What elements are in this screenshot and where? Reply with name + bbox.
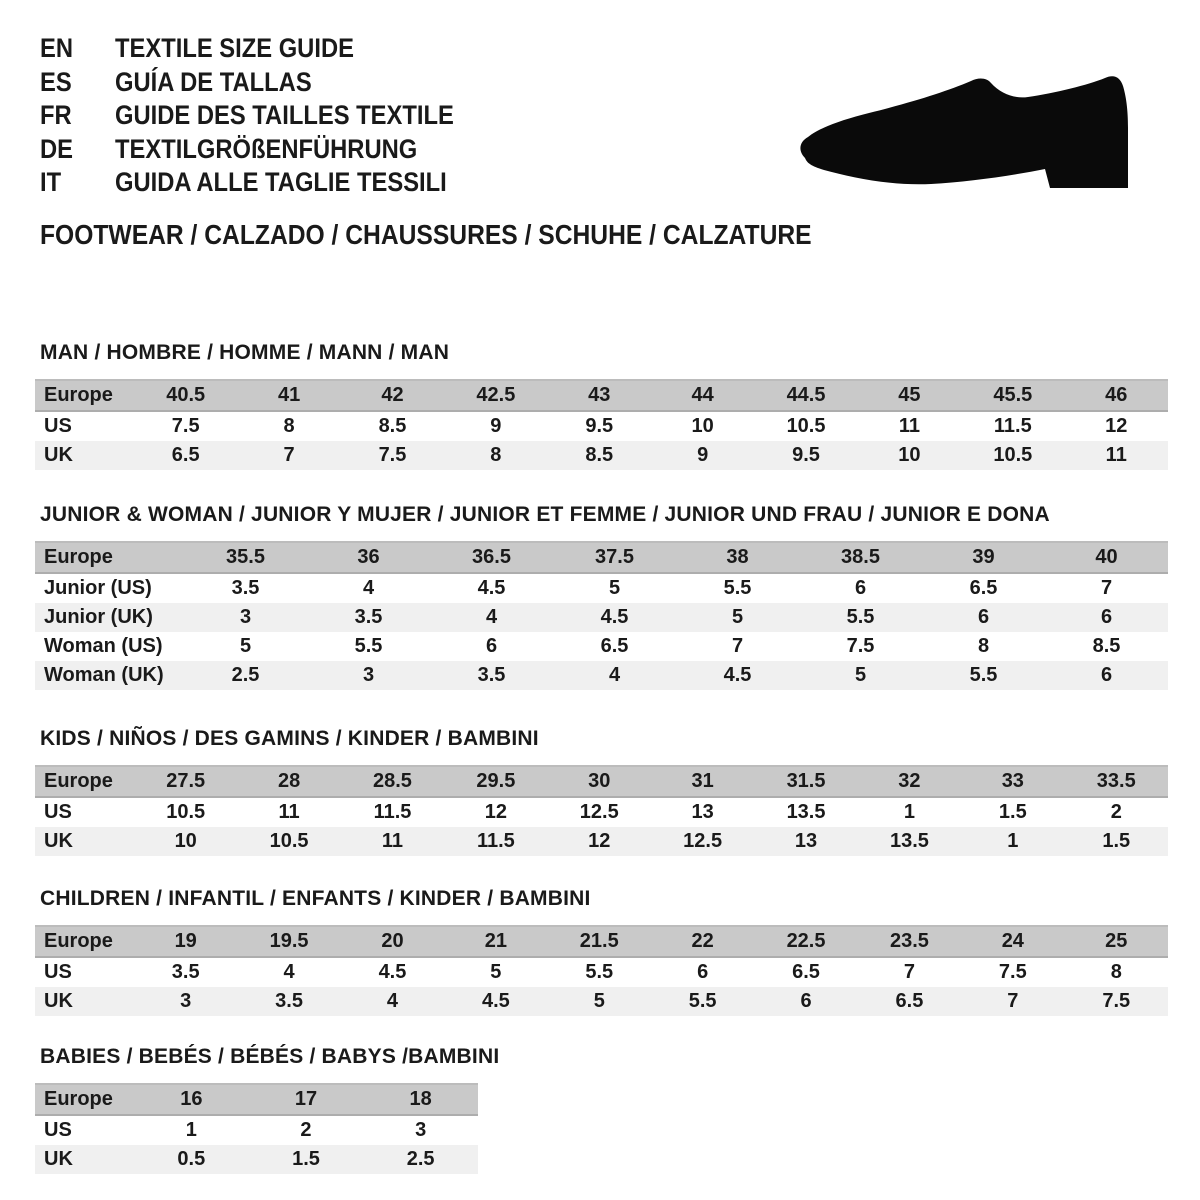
- language-title: GUÍA DE TALLAS: [115, 66, 312, 97]
- size-cell: 3.5: [237, 987, 340, 1016]
- table-row: [35, 1084, 478, 1115]
- size-cell: 5.5: [651, 987, 754, 1016]
- size-cell: 9.5: [754, 441, 857, 470]
- size-cell: 38: [676, 542, 799, 573]
- size-cell: 10: [651, 411, 754, 441]
- size-cell: 12.5: [548, 797, 651, 827]
- language-row-fr: [40, 99, 500, 133]
- language-title: TEXTILE SIZE GUIDE: [115, 33, 354, 63]
- language-code: DE: [40, 133, 74, 164]
- size-cell: 29.5: [444, 766, 547, 797]
- language-row-it: [40, 166, 500, 200]
- language-code: IT: [40, 167, 62, 197]
- size-cell: 10.5: [237, 827, 340, 856]
- size-cell: 8.5: [1045, 632, 1168, 661]
- table-row: [35, 411, 1168, 441]
- size-cell: 9: [444, 411, 547, 441]
- size-cell: 22.5: [754, 926, 857, 957]
- row-label: UK: [35, 441, 134, 470]
- size-cell: 5.5: [676, 573, 799, 603]
- size-cell: 4.5: [341, 957, 444, 987]
- size-cell: 3.5: [307, 603, 430, 632]
- size-cell: 6.5: [922, 573, 1045, 603]
- row-label: US: [35, 1115, 134, 1145]
- size-cell: 5: [553, 573, 676, 603]
- size-cell: 0.5: [134, 1145, 249, 1174]
- size-cell: 46: [1065, 380, 1168, 411]
- size-cell: 40.5: [134, 380, 237, 411]
- section-man: [35, 341, 1168, 470]
- table-row: [35, 573, 1168, 603]
- size-cell: 32: [858, 766, 961, 797]
- size-cell: 6: [1045, 661, 1168, 690]
- section-title-children: CHILDREN / INFANTIL / ENFANTS / KINDER / BAMBINI: [40, 887, 591, 910]
- size-cell: 11: [237, 797, 340, 827]
- language-title: GUIDA ALLE TAGLIE TESSILI: [115, 167, 447, 197]
- language-row-en: [40, 32, 500, 66]
- section-title-babies: BABIES / BEBÉS / BÉBÉS / BABYS /BAMBINI: [40, 1045, 500, 1068]
- section-title-man: MAN / HOMBRE / HOMME / MANN / MAN: [40, 341, 450, 364]
- size-cell: 28: [237, 766, 340, 797]
- language-code: FR: [40, 100, 72, 130]
- size-cell: 43: [548, 380, 651, 411]
- table-row: [35, 1145, 478, 1174]
- size-cell: 6.5: [134, 441, 237, 470]
- size-cell: 31: [651, 766, 754, 797]
- size-cell: 11: [858, 411, 961, 441]
- size-cell: 42.5: [444, 380, 547, 411]
- size-cell: 5.5: [799, 603, 922, 632]
- size-cell: 12: [548, 827, 651, 856]
- size-cell: 6: [1045, 603, 1168, 632]
- size-cell: 5.5: [548, 957, 651, 987]
- table-row: [35, 603, 1168, 632]
- size-cell: 7.5: [961, 957, 1064, 987]
- size-cell: 1.5: [961, 797, 1064, 827]
- size-cell: 31.5: [754, 766, 857, 797]
- size-cell: 6: [922, 603, 1045, 632]
- section-babies: [35, 1045, 499, 1174]
- size-cell: 3: [307, 661, 430, 690]
- size-cell: 41: [237, 380, 340, 411]
- table-row: [35, 542, 1168, 573]
- row-label: Woman (US): [35, 632, 184, 661]
- shoe-silhouette-icon: [795, 48, 1145, 198]
- size-cell: 8: [444, 441, 547, 470]
- language-row-de: [40, 133, 500, 167]
- size-cell: 4: [341, 987, 444, 1016]
- size-cell: 1: [134, 1115, 249, 1145]
- size-cell: 7: [237, 441, 340, 470]
- size-cell: 10.5: [134, 797, 237, 827]
- table-row: [35, 380, 1168, 411]
- row-label: UK: [35, 987, 134, 1016]
- size-cell: 33: [961, 766, 1064, 797]
- size-cell: 8: [237, 411, 340, 441]
- row-label: Europe: [35, 926, 134, 957]
- size-cell: 3.5: [430, 661, 553, 690]
- size-cell: 7: [858, 957, 961, 987]
- section-kids: [35, 727, 1168, 856]
- row-label: UK: [35, 827, 134, 856]
- table-row: [35, 766, 1168, 797]
- size-cell: 3: [134, 987, 237, 1016]
- language-row-es: [40, 66, 500, 100]
- category-heading: FOOTWEAR / CALZADO / CHAUSSURES / SCHUHE / CALZATURE: [40, 219, 812, 250]
- size-cell: 3.5: [134, 957, 237, 987]
- size-cell: 3.5: [184, 573, 307, 603]
- size-cell: 10: [858, 441, 961, 470]
- size-cell: 8: [1065, 957, 1168, 987]
- size-cell: 5.5: [307, 632, 430, 661]
- size-cell: 19: [134, 926, 237, 957]
- table-row: [35, 987, 1168, 1016]
- size-cell: 8: [922, 632, 1045, 661]
- size-cell: 3: [184, 603, 307, 632]
- size-cell: 36.5: [430, 542, 553, 573]
- section-title-kids: KIDS / NIÑOS / DES GAMINS / KINDER / BAMBINI: [40, 727, 539, 750]
- size-cell: 28.5: [341, 766, 444, 797]
- size-cell: 10.5: [754, 411, 857, 441]
- size-cell: 11.5: [444, 827, 547, 856]
- size-cell: 5: [676, 603, 799, 632]
- size-cell: 4.5: [553, 603, 676, 632]
- size-cell: 44: [651, 380, 754, 411]
- size-cell: 19.5: [237, 926, 340, 957]
- size-cell: 13: [651, 797, 754, 827]
- size-cell: 1: [858, 797, 961, 827]
- size-cell: 7.5: [341, 441, 444, 470]
- size-cell: 2.5: [363, 1145, 478, 1174]
- size-cell: 6.5: [858, 987, 961, 1016]
- size-cell: 5: [799, 661, 922, 690]
- size-cell: 4.5: [430, 573, 553, 603]
- size-cell: 6: [651, 957, 754, 987]
- size-cell: 33.5: [1065, 766, 1168, 797]
- size-cell: 11: [341, 827, 444, 856]
- size-cell: 12.5: [651, 827, 754, 856]
- size-cell: 12: [444, 797, 547, 827]
- row-label: US: [35, 797, 134, 827]
- size-cell: 4: [307, 573, 430, 603]
- size-cell: 13.5: [754, 797, 857, 827]
- size-cell: 3: [363, 1115, 478, 1145]
- size-cell: 18: [363, 1084, 478, 1115]
- size-cell: 13: [754, 827, 857, 856]
- size-cell: 2: [249, 1115, 364, 1145]
- size-cell: 24: [961, 926, 1064, 957]
- row-label: Europe: [35, 542, 184, 573]
- size-cell: 44.5: [754, 380, 857, 411]
- row-label: Woman (UK): [35, 661, 184, 690]
- language-title-block: [40, 32, 500, 200]
- size-cell: 36: [307, 542, 430, 573]
- size-cell: 9: [651, 441, 754, 470]
- row-label: Europe: [35, 766, 134, 797]
- children-size-table: [35, 925, 1168, 1016]
- size-cell: 39: [922, 542, 1045, 573]
- table-row: [35, 661, 1168, 690]
- language-title: TEXTILGRÖßENFÜHRUNG: [115, 133, 418, 164]
- section-children: [35, 887, 1168, 1016]
- size-cell: 23.5: [858, 926, 961, 957]
- table-row: [35, 441, 1168, 470]
- size-cell: 9.5: [548, 411, 651, 441]
- section-title-junior-woman: JUNIOR & WOMAN / JUNIOR Y MUJER / JUNIOR ET FEMME / JUNIOR UND FRAU / JUNIOR E DONA: [40, 503, 1050, 526]
- size-cell: 7: [961, 987, 1064, 1016]
- size-cell: 37.5: [553, 542, 676, 573]
- row-label: US: [35, 411, 134, 441]
- size-cell: 4: [237, 957, 340, 987]
- size-cell: 11.5: [961, 411, 1064, 441]
- size-cell: 5: [184, 632, 307, 661]
- size-cell: 5: [444, 957, 547, 987]
- size-cell: 17: [249, 1084, 364, 1115]
- row-label: Europe: [35, 380, 134, 411]
- size-cell: 13.5: [858, 827, 961, 856]
- size-cell: 35.5: [184, 542, 307, 573]
- size-cell: 6.5: [553, 632, 676, 661]
- language-code: ES: [40, 66, 72, 97]
- size-cell: 22: [651, 926, 754, 957]
- size-cell: 16: [134, 1084, 249, 1115]
- size-cell: 7: [1045, 573, 1168, 603]
- language-title: GUIDE DES TAILLES TEXTILE: [115, 100, 454, 130]
- size-cell: 7.5: [1065, 987, 1168, 1016]
- kids-size-table: [35, 765, 1168, 856]
- table-row: [35, 1115, 478, 1145]
- table-row: [35, 957, 1168, 987]
- size-cell: 2.5: [184, 661, 307, 690]
- table-row: [35, 797, 1168, 827]
- man-size-table: [35, 379, 1168, 470]
- size-cell: 42: [341, 380, 444, 411]
- size-cell: 7: [676, 632, 799, 661]
- language-code: EN: [40, 33, 74, 63]
- size-cell: 10.5: [961, 441, 1064, 470]
- table-row: [35, 632, 1168, 661]
- size-cell: 7.5: [134, 411, 237, 441]
- row-label: Junior (US): [35, 573, 184, 603]
- size-cell: 30: [548, 766, 651, 797]
- table-row: [35, 926, 1168, 957]
- size-cell: 20: [341, 926, 444, 957]
- size-cell: 11: [1065, 441, 1168, 470]
- size-cell: 5.5: [922, 661, 1045, 690]
- size-cell: 11.5: [341, 797, 444, 827]
- size-cell: 1.5: [249, 1145, 364, 1174]
- size-cell: 4.5: [676, 661, 799, 690]
- size-cell: 12: [1065, 411, 1168, 441]
- row-label: UK: [35, 1145, 134, 1174]
- size-cell: 45.5: [961, 380, 1064, 411]
- size-cell: 21.5: [548, 926, 651, 957]
- size-cell: 4: [553, 661, 676, 690]
- size-cell: 6: [754, 987, 857, 1016]
- size-cell: 7.5: [799, 632, 922, 661]
- size-cell: 4: [430, 603, 553, 632]
- size-cell: 27.5: [134, 766, 237, 797]
- size-cell: 21: [444, 926, 547, 957]
- row-label: Europe: [35, 1084, 134, 1115]
- size-cell: 4.5: [444, 987, 547, 1016]
- babies-size-table: [35, 1083, 478, 1174]
- table-row: [35, 827, 1168, 856]
- section-junior-woman: [35, 503, 1168, 690]
- size-cell: 6.5: [754, 957, 857, 987]
- size-cell: 1.5: [1065, 827, 1168, 856]
- size-cell: 8.5: [548, 441, 651, 470]
- size-cell: 6: [799, 573, 922, 603]
- junior-woman-size-table: [35, 541, 1168, 690]
- size-cell: 5: [548, 987, 651, 1016]
- size-cell: 40: [1045, 542, 1168, 573]
- row-label: US: [35, 957, 134, 987]
- row-label: Junior (UK): [35, 603, 184, 632]
- size-cell: 25: [1065, 926, 1168, 957]
- size-cell: 45: [858, 380, 961, 411]
- size-cell: 6: [430, 632, 553, 661]
- size-cell: 8.5: [341, 411, 444, 441]
- size-cell: 10: [134, 827, 237, 856]
- size-cell: 2: [1065, 797, 1168, 827]
- size-cell: 1: [961, 827, 1064, 856]
- size-cell: 38.5: [799, 542, 922, 573]
